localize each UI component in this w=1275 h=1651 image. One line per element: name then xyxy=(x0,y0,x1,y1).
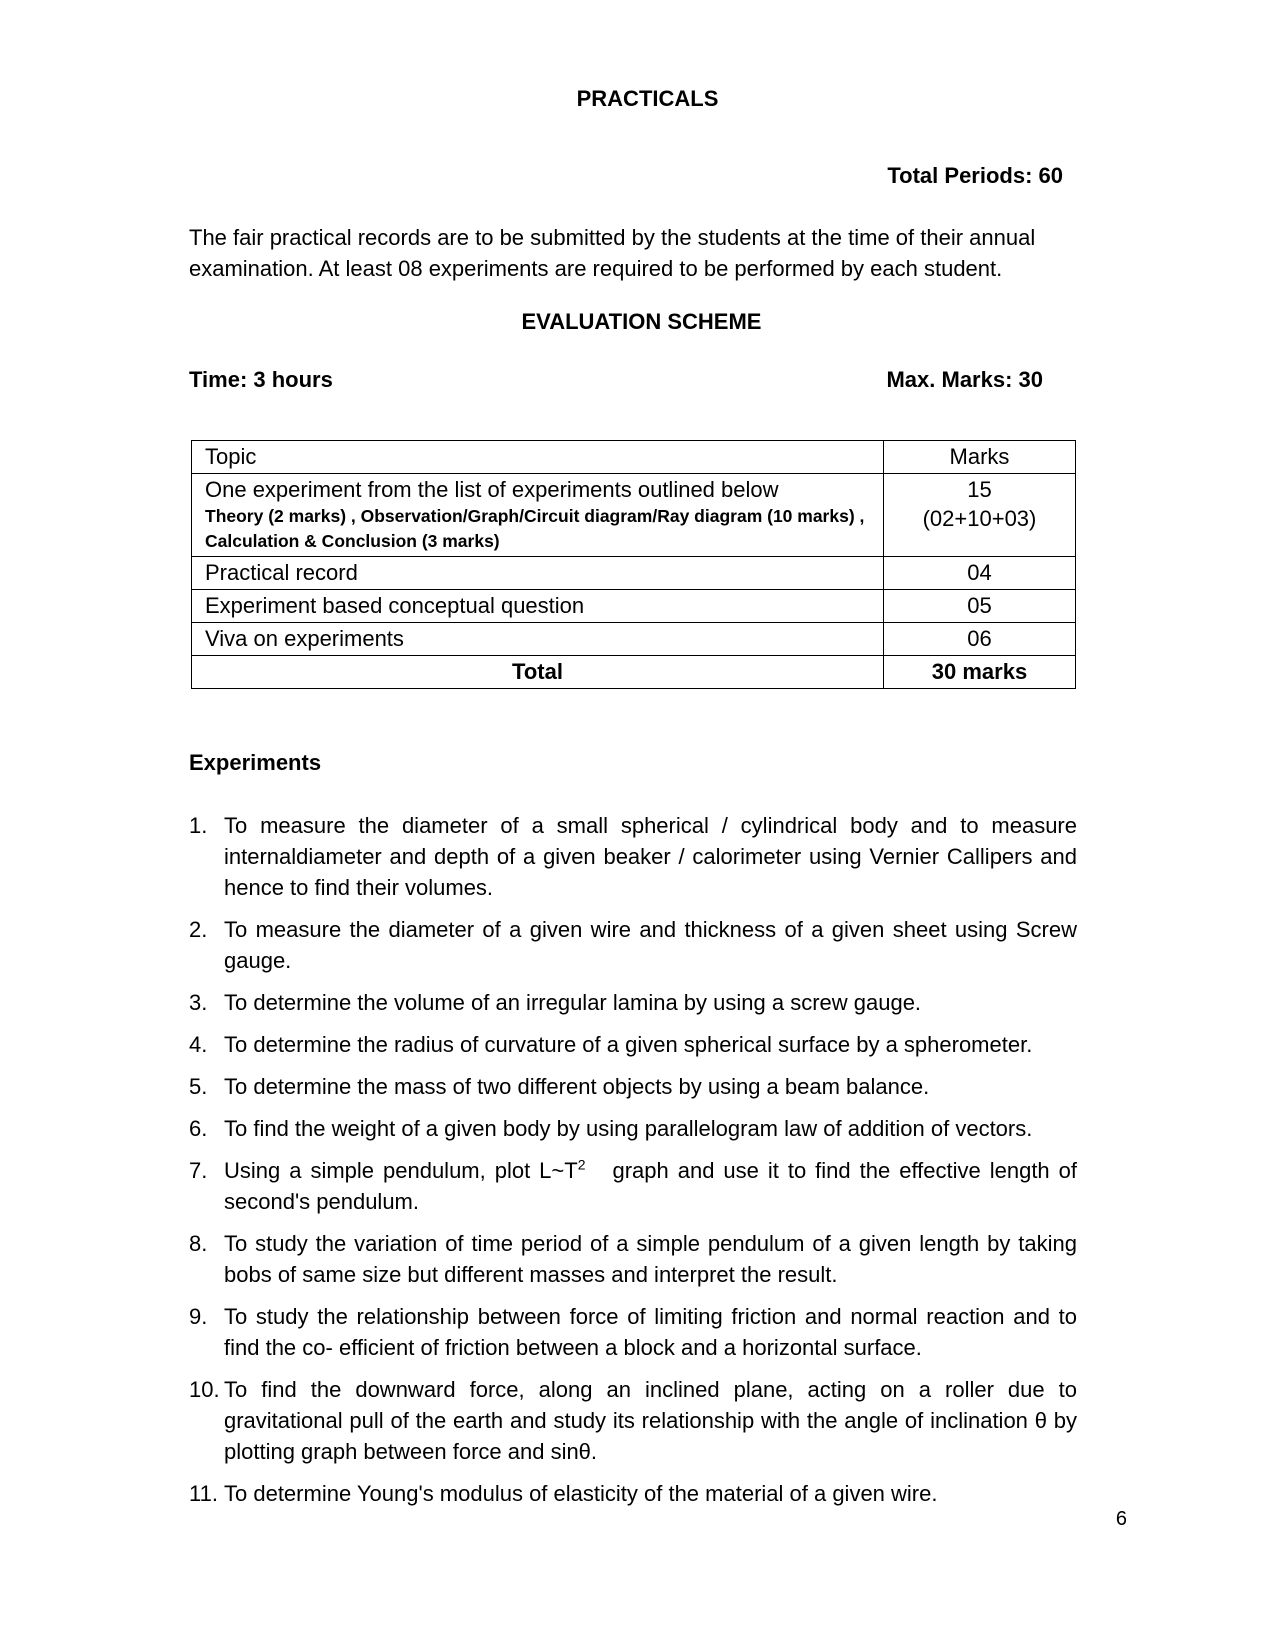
marks-cell: 04 xyxy=(884,557,1076,590)
item-text: To determine the volume of an irregular lamina by using a screw gauge. xyxy=(224,990,922,1015)
item-text-after: graph and use it to find the effective length of second's pendulum. xyxy=(224,1158,1084,1214)
list-item xyxy=(189,1029,1077,1060)
total-marks: 30 marks xyxy=(884,656,1076,689)
list-item xyxy=(189,1374,1077,1467)
table-row xyxy=(192,590,1076,623)
item-text-before: Using a simple pendulum, plot L~T xyxy=(224,1158,578,1183)
item-text: To measure the diameter of a given wire and thickness of a given sheet using Screw gauge. xyxy=(224,917,1077,973)
item-text: To determine the mass of two different objects by using a beam balance. xyxy=(224,1074,930,1099)
header-topic: Topic xyxy=(192,441,884,474)
marks-cell: 06 xyxy=(884,623,1076,656)
list-item xyxy=(189,1113,1077,1144)
list-item xyxy=(189,1301,1077,1363)
table-row xyxy=(192,474,1076,557)
evaluation-table xyxy=(191,440,1076,689)
item-text: To determine Young's modulus of elasticity of the material of a given wire. xyxy=(224,1481,938,1506)
item-number: 3. xyxy=(189,990,208,1015)
exam-time: Time: 3 hours xyxy=(189,367,333,392)
item-number: 1. xyxy=(189,813,208,838)
item-text: To find the weight of a given body by using parallelogram law of addition of vectors. xyxy=(224,1116,1033,1141)
topic-cell: Viva on experiments xyxy=(192,623,884,656)
item-number: 2. xyxy=(189,917,208,942)
max-marks: Max. Marks: 30 xyxy=(886,367,1043,392)
experiments-list xyxy=(189,810,1084,1520)
item-text: To measure the diameter of a small spherical / cylindrical body and to measure internaldiameter and depth of a given beaker / calorimeter using Vernier Callipers and hence to find their volumes. xyxy=(224,813,1077,900)
table-row xyxy=(192,623,1076,656)
superscript: 2 xyxy=(577,1156,586,1173)
item-number: 5. xyxy=(189,1074,208,1099)
total-label: Total xyxy=(192,656,884,689)
table-row xyxy=(192,557,1076,590)
item-number: 8. xyxy=(189,1231,208,1256)
topic-marks-breakdown: Theory (2 marks) , Observation/Graph/Circuit diagram/Ray diagram (10 marks) , Calculation & Conclusion (3 marks) xyxy=(205,506,865,551)
page-title: PRACTICALS xyxy=(576,86,719,111)
list-item xyxy=(189,810,1077,903)
table-total-row xyxy=(192,656,1076,689)
marks-cell xyxy=(884,474,1076,557)
item-text: To find the downward force, along an inclined plane, acting on a roller due to gravitational pull of the earth and study its relationship with the angle of inclination θ by plotting graph between force and sinθ. xyxy=(224,1377,1077,1464)
item-number: 6. xyxy=(189,1116,208,1141)
total-periods: Total Periods: 60 xyxy=(887,163,1063,188)
topic-cell: Practical record xyxy=(192,557,884,590)
item-text: To study the relationship between force of limiting friction and normal reaction and to find the co- efficient of friction between a block and a horizontal surface. xyxy=(224,1304,1077,1360)
item-number: 9. xyxy=(189,1304,208,1329)
page-number: 6 xyxy=(1115,1508,1127,1530)
intro-paragraph: The fair practical records are to be submitted by the students at the time of their annual examination. At least 08 experiments are required to be performed by each student. xyxy=(189,225,1036,281)
evaluation-heading: EVALUATION SCHEME xyxy=(521,309,762,334)
item-text: To study the variation of time period of a simple pendulum of a given length by taking bobs of same size but different masses and interpret the result. xyxy=(224,1231,1077,1287)
list-item xyxy=(189,1478,1077,1509)
item-number: 11. xyxy=(189,1481,218,1506)
experiments-heading: Experiments xyxy=(189,750,322,775)
item-number: 4. xyxy=(189,1032,208,1057)
list-item xyxy=(189,1071,1077,1102)
table-header-row xyxy=(192,441,1076,474)
marks-cell: 05 xyxy=(884,590,1076,623)
topic-cell: Experiment based conceptual question xyxy=(192,590,884,623)
marks-value: 15 xyxy=(967,477,992,502)
item-text: To determine the radius of curvature of a given spherical surface by a spherometer. xyxy=(224,1032,1033,1057)
marks-detail: (02+10+03) xyxy=(922,506,1037,531)
list-item xyxy=(189,987,1077,1018)
topic-text: One experiment from the list of experiments outlined below xyxy=(205,477,779,502)
list-item xyxy=(189,914,1077,976)
item-number: 10. xyxy=(189,1377,220,1402)
list-item xyxy=(189,1228,1077,1290)
topic-cell xyxy=(192,474,884,557)
header-marks: Marks xyxy=(884,441,1076,474)
item-number: 7. xyxy=(189,1158,208,1183)
list-item xyxy=(189,1155,1084,1217)
